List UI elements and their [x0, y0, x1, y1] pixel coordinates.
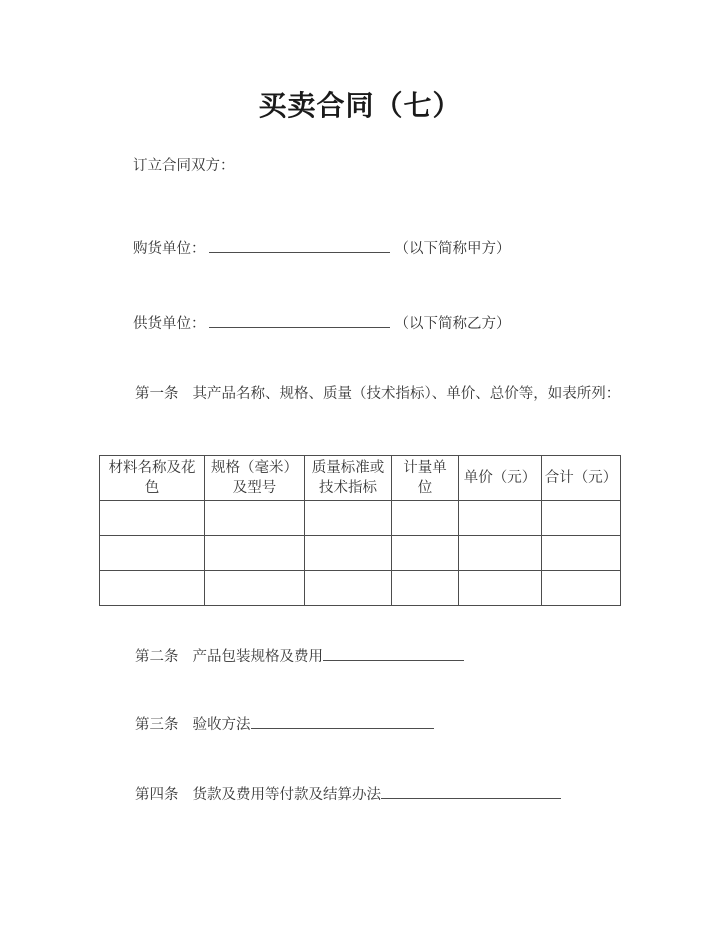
- clause-4-line: [135, 784, 561, 805]
- clause-3-blank-line: [251, 714, 434, 729]
- table-cell-empty: [205, 501, 305, 536]
- table-cell-empty: [305, 571, 392, 606]
- product-spec-table: [99, 455, 621, 606]
- table-cell-empty: [100, 571, 205, 606]
- header-cell-material-name: 材料名称及花 色: [100, 456, 205, 501]
- table-row: [100, 501, 621, 536]
- table-cell-empty: [459, 501, 542, 536]
- header-cell-quality-standard: 质量标准或 技术指标: [305, 456, 392, 501]
- table-cell-empty: [542, 501, 621, 536]
- table-header-row: [100, 456, 621, 501]
- table-cell-empty: [392, 571, 459, 606]
- buyer-label: 购货单位：: [133, 241, 206, 257]
- clause-2-number: 第二条: [135, 649, 179, 665]
- clause-1-number: 第一条: [135, 386, 179, 402]
- table-cell-empty: [392, 536, 459, 571]
- table-row: [100, 536, 621, 571]
- clause-4-text: 货款及费用等付款及结算办法: [192, 787, 381, 803]
- clause-1-line: [135, 384, 620, 404]
- table-cell-empty: [542, 571, 621, 606]
- clause-3-number: 第三条: [135, 717, 179, 733]
- table-cell-empty: [205, 571, 305, 606]
- seller-label: 供货单位：: [133, 316, 206, 332]
- table-cell-empty: [205, 536, 305, 571]
- table-cell-empty: [100, 501, 205, 536]
- seller-blank-line: [209, 313, 390, 328]
- clause-4-number: 第四条: [135, 787, 179, 803]
- table-row: [100, 571, 621, 606]
- seller-line: [133, 313, 511, 334]
- table-cell-empty: [305, 536, 392, 571]
- clause-3-line: [135, 714, 434, 735]
- table-cell-empty: [459, 571, 542, 606]
- buyer-suffix: （以下简称甲方）: [394, 241, 511, 257]
- page-title: 买卖合同（七）: [258, 90, 462, 121]
- table-cell-empty: [459, 536, 542, 571]
- buyer-blank-line: [209, 238, 390, 253]
- buyer-line: [133, 238, 511, 259]
- clause-2-blank-line: [323, 646, 464, 661]
- header-cell-unit-price: 单价（元）: [459, 456, 542, 501]
- clause-2-text: 产品包装规格及费用: [192, 649, 323, 665]
- table-cell-empty: [100, 536, 205, 571]
- intro-line: 订立合同双方：: [133, 158, 235, 174]
- clause-4-blank-line: [381, 784, 561, 799]
- table-cell-empty: [542, 536, 621, 571]
- header-cell-spec-model: 规格（毫米） 及型号: [205, 456, 305, 501]
- clause-3-text: 验收方法: [192, 717, 251, 733]
- clause-1-text: 其产品名称、规格、质量（技术指标）、单价、总价等，如表所列：: [192, 386, 621, 402]
- seller-suffix: （以下简称乙方）: [394, 316, 511, 332]
- table-cell-empty: [305, 501, 392, 536]
- table-cell-empty: [392, 501, 459, 536]
- header-cell-total-price: 合计（元）: [542, 456, 621, 501]
- header-cell-unit-of-measure: 计量单 位: [392, 456, 459, 501]
- clause-2-line: [135, 646, 464, 667]
